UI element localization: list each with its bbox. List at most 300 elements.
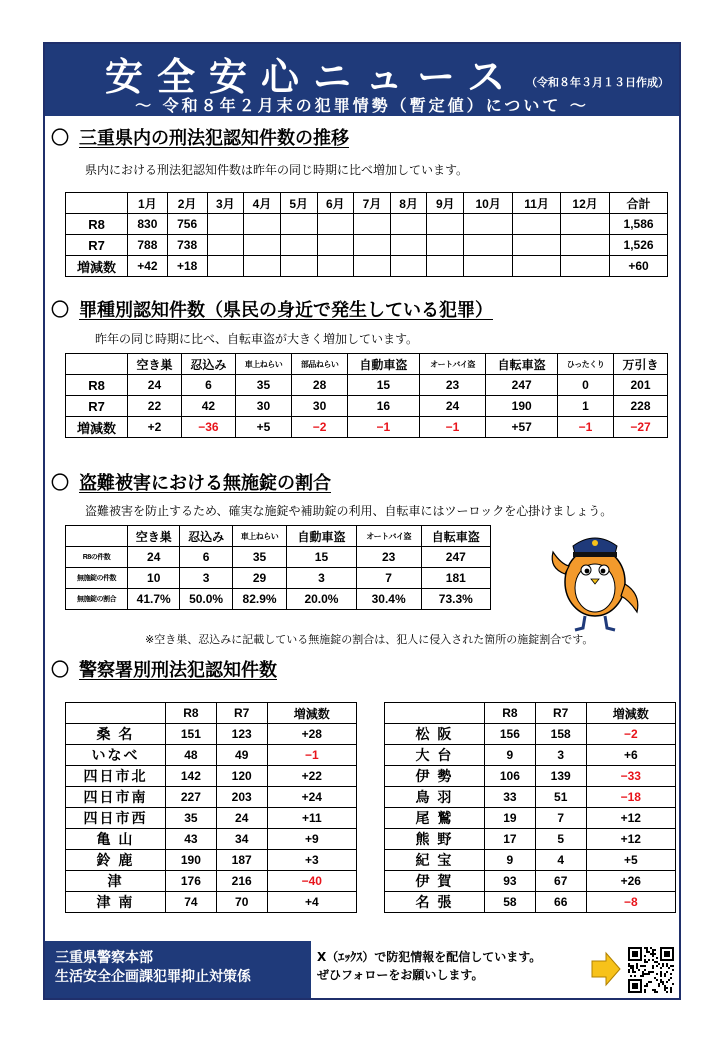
station-r8: 9 xyxy=(485,850,536,871)
table-cell: 247 xyxy=(421,547,490,568)
table-row xyxy=(66,547,491,568)
station-diff: +12 xyxy=(586,808,675,829)
station-row xyxy=(66,787,357,808)
qr-module xyxy=(648,959,650,961)
station-diff: −40 xyxy=(267,871,356,892)
section2-lead: 昨年の同じ時期に比べ、自転車盗が大きく増加しています。 xyxy=(95,332,419,346)
table-cell: 228 xyxy=(614,396,668,417)
table-cell: −2 xyxy=(292,417,348,438)
qr-module xyxy=(664,987,666,989)
station-diff: −1 xyxy=(267,745,356,766)
qr-module xyxy=(660,979,662,981)
station-r8: 227 xyxy=(166,787,217,808)
qr-module xyxy=(656,965,658,967)
table-cell xyxy=(464,235,513,256)
qr-module xyxy=(662,963,664,965)
column-header: 6月 xyxy=(317,193,354,214)
station-r8: 43 xyxy=(166,829,217,850)
table-cell: 24 xyxy=(128,375,182,396)
table-cell xyxy=(561,214,610,235)
table-cell: 830 xyxy=(128,214,168,235)
org-line2: 生活安全企画課犯罪抑止対策係 xyxy=(55,969,251,985)
station-diff: −8 xyxy=(586,892,675,913)
column-header: オートバイ盗 xyxy=(419,354,486,375)
qr-module xyxy=(644,965,646,967)
table-cell: −36 xyxy=(181,417,235,438)
row-label: R8 xyxy=(66,214,128,235)
qr-module xyxy=(650,947,652,949)
column-header: ひったくり xyxy=(557,354,613,375)
station-row xyxy=(66,724,357,745)
table-cell: +5 xyxy=(235,417,291,438)
station-table-left xyxy=(65,702,357,913)
qr-module xyxy=(644,985,646,987)
table-cell: 0 xyxy=(557,375,613,396)
qr-module xyxy=(642,971,644,973)
table-cell xyxy=(207,235,244,256)
qr-module xyxy=(652,959,654,961)
station-diff: −18 xyxy=(586,787,675,808)
station-r8: 151 xyxy=(166,724,217,745)
table-cell: 50.0% xyxy=(180,589,232,610)
station-row xyxy=(66,829,357,850)
table-cell xyxy=(244,214,281,235)
station-r8: 48 xyxy=(166,745,217,766)
qr-module xyxy=(656,979,658,981)
table-header-row xyxy=(66,354,668,375)
qr-module xyxy=(644,969,646,971)
table-row xyxy=(66,568,491,589)
qr-module xyxy=(652,953,654,955)
table-cell xyxy=(317,256,354,277)
qr-module xyxy=(658,963,660,965)
station-r7: 139 xyxy=(535,766,586,787)
qr-module xyxy=(634,971,636,973)
column-header: 8月 xyxy=(390,193,427,214)
news-title: 安全安心ニュース xyxy=(105,55,520,99)
section3-lead: 盗難被害を防止するため、確実な施錠や補助錠の利用、自転車にはツーロックを心掛けましょう。 xyxy=(85,504,613,518)
station-r8: 33 xyxy=(485,787,536,808)
column-header: 9月 xyxy=(427,193,464,214)
table-cell xyxy=(513,256,561,277)
table-row xyxy=(66,589,491,610)
column-header: 車上ねらい xyxy=(232,526,287,547)
qr-module xyxy=(646,973,648,975)
station-r7: 3 xyxy=(535,745,586,766)
qr-module xyxy=(646,947,648,949)
qr-module xyxy=(656,961,658,963)
table-cell: 788 xyxy=(128,235,168,256)
table-cell: 23 xyxy=(356,547,421,568)
table-cell xyxy=(513,214,561,235)
station-row xyxy=(66,892,357,913)
monthly-crime-table xyxy=(65,192,668,277)
qr-module xyxy=(642,965,644,967)
table-cell: 35 xyxy=(235,375,291,396)
table-cell xyxy=(427,214,464,235)
table-cell xyxy=(390,256,427,277)
qr-module xyxy=(638,969,640,971)
qr-module xyxy=(652,971,654,973)
station-name: 松 阪 xyxy=(385,724,485,745)
station-row xyxy=(385,871,676,892)
qr-module xyxy=(660,973,662,975)
station-r7: 7 xyxy=(535,808,586,829)
station-name: 桑 名 xyxy=(66,724,166,745)
table-cell: 181 xyxy=(421,568,490,589)
station-row xyxy=(385,787,676,808)
crime-type-table xyxy=(65,353,668,438)
station-r7: 203 xyxy=(216,787,267,808)
station-row xyxy=(66,871,357,892)
station-row xyxy=(66,850,357,871)
qr-module xyxy=(646,949,648,951)
table-cell: 22 xyxy=(128,396,182,417)
station-r7: 187 xyxy=(216,850,267,871)
table-cell: 24 xyxy=(419,396,486,417)
station-r8: 156 xyxy=(485,724,536,745)
qr-module xyxy=(660,981,662,983)
row-label: R7 xyxy=(66,235,128,256)
table-header-row xyxy=(385,703,676,724)
column-header: 自転車盗 xyxy=(486,354,557,375)
table-cell xyxy=(317,214,354,235)
station-name: 伊 勢 xyxy=(385,766,485,787)
qr-module xyxy=(670,977,672,979)
station-diff: +4 xyxy=(267,892,356,913)
table-corner-cell xyxy=(66,703,166,724)
station-diff: +11 xyxy=(267,808,356,829)
station-r8: 17 xyxy=(485,829,536,850)
qr-module xyxy=(654,949,656,951)
station-row xyxy=(66,766,357,787)
table-cell: −1 xyxy=(557,417,613,438)
table-cell: 190 xyxy=(486,396,557,417)
qr-module xyxy=(636,963,638,965)
qr-module xyxy=(644,961,646,963)
qr-module xyxy=(670,965,672,967)
qr-module xyxy=(644,947,646,949)
station-name: 大 台 xyxy=(385,745,485,766)
qr-module xyxy=(644,991,646,993)
table-cell xyxy=(464,256,513,277)
column-header: 12月 xyxy=(561,193,610,214)
station-diff: +24 xyxy=(267,787,356,808)
qr-module xyxy=(652,989,654,991)
station-r7: 4 xyxy=(535,850,586,871)
station-diff: +5 xyxy=(586,850,675,871)
station-table-right xyxy=(384,702,676,913)
qr-module xyxy=(644,973,646,975)
table-cell xyxy=(354,214,391,235)
station-row xyxy=(385,850,676,871)
qr-module xyxy=(666,981,668,983)
row-label: 無施錠の件数 xyxy=(66,568,128,589)
qr-module xyxy=(648,951,650,953)
column-header: 11月 xyxy=(513,193,561,214)
qr-module xyxy=(670,973,672,975)
station-diff: +12 xyxy=(586,829,675,850)
station-r8: 176 xyxy=(166,871,217,892)
table-header-row xyxy=(66,703,357,724)
station-row xyxy=(385,766,676,787)
station-name: 四日市西 xyxy=(66,808,166,829)
section4-heading: 〇 警察署別刑法犯認知件数 xyxy=(51,660,277,681)
column-header: R8 xyxy=(485,703,536,724)
qr-module xyxy=(650,971,652,973)
qr-module xyxy=(656,991,658,993)
qr-module xyxy=(654,991,656,993)
column-header: 4月 xyxy=(244,193,281,214)
row-label: 無施錠の割合 xyxy=(66,589,128,610)
station-name: 熊 野 xyxy=(385,829,485,850)
station-diff: +6 xyxy=(586,745,675,766)
qr-module xyxy=(666,987,668,989)
qr-module xyxy=(630,967,632,969)
station-name: 津 南 xyxy=(66,892,166,913)
table-cell: 756 xyxy=(167,214,207,235)
footer-message xyxy=(317,948,541,984)
footer-organization xyxy=(45,941,311,998)
qr-module xyxy=(668,979,670,981)
qr-module xyxy=(664,975,666,977)
table-cell: +42 xyxy=(128,256,168,277)
station-diff: +9 xyxy=(267,829,356,850)
table-cell: 73.3% xyxy=(421,589,490,610)
qr-module xyxy=(646,985,648,987)
table-cell: 28 xyxy=(292,375,348,396)
column-header: オートバイ盗 xyxy=(356,526,421,547)
qr-module xyxy=(636,965,638,967)
qr-finder-mark xyxy=(632,951,638,957)
qr-module xyxy=(650,953,652,955)
table-cell: +2 xyxy=(128,417,182,438)
station-name: 亀 山 xyxy=(66,829,166,850)
column-header: 忍込み xyxy=(180,526,232,547)
station-name: 伊 賀 xyxy=(385,871,485,892)
table-cell: 1,586 xyxy=(610,214,668,235)
station-r7: 67 xyxy=(535,871,586,892)
qr-module xyxy=(662,965,664,967)
station-row xyxy=(66,808,357,829)
station-diff: +22 xyxy=(267,766,356,787)
table-cell: 6 xyxy=(181,375,235,396)
table-cell: 6 xyxy=(180,547,232,568)
qr-module xyxy=(652,965,654,967)
table-header-row xyxy=(66,193,668,214)
table-cell: 738 xyxy=(167,235,207,256)
qr-module xyxy=(630,975,632,977)
row-label: R8 xyxy=(66,375,128,396)
table-cell: 3 xyxy=(180,568,232,589)
station-row xyxy=(66,745,357,766)
table-cell: 201 xyxy=(614,375,668,396)
station-row xyxy=(385,829,676,850)
column-header: 増減数 xyxy=(267,703,356,724)
table-row xyxy=(66,235,668,256)
column-header: 増減数 xyxy=(586,703,675,724)
station-r7: 24 xyxy=(216,808,267,829)
table-row xyxy=(66,214,668,235)
section2-heading: 〇 罪種別認知件数（県民の身近で発生している犯罪） xyxy=(51,300,493,321)
station-name: 鳥 羽 xyxy=(385,787,485,808)
qr-module xyxy=(640,965,642,967)
qr-module xyxy=(630,965,632,967)
station-r8: 190 xyxy=(166,850,217,871)
table-cell: 3 xyxy=(287,568,356,589)
qr-module xyxy=(672,969,674,971)
table-cell xyxy=(280,235,317,256)
station-diff: +3 xyxy=(267,850,356,871)
qr-module xyxy=(650,981,652,983)
column-header: 自動車盗 xyxy=(348,354,419,375)
table-cell: 30.4% xyxy=(356,589,421,610)
qr-module xyxy=(644,959,646,961)
table-cell xyxy=(513,235,561,256)
table-cell: +57 xyxy=(486,417,557,438)
msg-line2: ぜひフォローをお願いします。 xyxy=(317,968,484,982)
table-cell xyxy=(464,214,513,235)
row-label: 増減数 xyxy=(66,417,128,438)
station-r7: 70 xyxy=(216,892,267,913)
station-r7: 120 xyxy=(216,766,267,787)
qr-module xyxy=(628,971,630,973)
title-banner xyxy=(45,44,679,116)
column-header: 部品ねらい xyxy=(292,354,348,375)
row-label: R7 xyxy=(66,396,128,417)
table-corner-cell xyxy=(66,193,128,214)
qr-module xyxy=(660,975,662,977)
qr-finder-mark xyxy=(664,951,670,957)
table-row xyxy=(66,256,668,277)
table-cell: 30 xyxy=(292,396,348,417)
qr-module xyxy=(628,965,630,967)
section1-lead: 県内における刑法犯認知件数は昨年の同じ時期に比べ増加しています。 xyxy=(85,163,469,177)
qr-module xyxy=(632,971,634,973)
qr-module xyxy=(632,969,634,971)
qr-module xyxy=(632,967,634,969)
column-header: 車上ねらい xyxy=(235,354,291,375)
qr-module xyxy=(634,975,636,977)
qr-code-icon[interactable] xyxy=(628,947,674,993)
station-name: 紀 宝 xyxy=(385,850,485,871)
station-r8: 35 xyxy=(166,808,217,829)
table-cell xyxy=(427,235,464,256)
row-label: 増減数 xyxy=(66,256,128,277)
column-header: 1月 xyxy=(128,193,168,214)
station-r7: 216 xyxy=(216,871,267,892)
table-corner-cell xyxy=(66,526,128,547)
station-r8: 74 xyxy=(166,892,217,913)
news-sheet xyxy=(43,42,681,1000)
column-header: 5月 xyxy=(280,193,317,214)
column-header: 自転車盗 xyxy=(421,526,490,547)
qr-module xyxy=(628,969,630,971)
column-header: R8 xyxy=(166,703,217,724)
station-r7: 51 xyxy=(535,787,586,808)
table-cell: 7 xyxy=(356,568,421,589)
qr-module xyxy=(648,981,650,983)
table-cell: 35 xyxy=(232,547,287,568)
qr-module xyxy=(646,961,648,963)
table-cell: 42 xyxy=(181,396,235,417)
qr-module xyxy=(656,957,658,959)
station-r8: 106 xyxy=(485,766,536,787)
qr-module xyxy=(652,951,654,953)
row-label: R8の件数 xyxy=(66,547,128,568)
table-cell: −1 xyxy=(348,417,419,438)
station-r8: 19 xyxy=(485,808,536,829)
table-cell xyxy=(354,235,391,256)
station-name: 尾 鷲 xyxy=(385,808,485,829)
station-name: 津 xyxy=(66,871,166,892)
qr-module xyxy=(672,965,674,967)
column-header: 合計 xyxy=(610,193,668,214)
qr-module xyxy=(648,971,650,973)
table-cell: 24 xyxy=(128,547,180,568)
table-cell xyxy=(427,256,464,277)
qr-module xyxy=(664,973,666,975)
table-cell: +18 xyxy=(167,256,207,277)
qr-module xyxy=(642,973,644,975)
qr-module xyxy=(660,967,662,969)
qr-module xyxy=(668,967,670,969)
station-r8: 93 xyxy=(485,871,536,892)
column-header: 10月 xyxy=(464,193,513,214)
table-cell xyxy=(390,235,427,256)
qr-module xyxy=(652,949,654,951)
qr-module xyxy=(654,977,656,979)
qr-module xyxy=(644,955,646,957)
table-row xyxy=(66,396,668,417)
qr-module xyxy=(654,989,656,991)
column-header: 3月 xyxy=(207,193,244,214)
station-row xyxy=(385,724,676,745)
station-row xyxy=(385,745,676,766)
column-header: 万引き xyxy=(614,354,668,375)
qr-module xyxy=(658,983,660,985)
arrow-right-icon xyxy=(590,951,622,987)
table-corner-cell xyxy=(66,354,128,375)
qr-module xyxy=(636,967,638,969)
station-row xyxy=(385,892,676,913)
column-header: 7月 xyxy=(354,193,391,214)
qr-module xyxy=(642,975,644,977)
station-r7: 5 xyxy=(535,829,586,850)
table-cell xyxy=(317,235,354,256)
creation-date: （令和８年３月１３日作成） xyxy=(526,76,669,89)
qr-module xyxy=(670,991,672,993)
qr-module xyxy=(670,989,672,991)
table-cell xyxy=(244,256,281,277)
column-header: 空き巣 xyxy=(128,354,182,375)
table-cell xyxy=(280,256,317,277)
station-name: 名 張 xyxy=(385,892,485,913)
qr-module xyxy=(672,983,674,985)
qr-module xyxy=(654,961,656,963)
table-cell: +60 xyxy=(610,256,668,277)
column-header: 空き巣 xyxy=(128,526,180,547)
section3-heading: 〇 盗難被害における無施錠の割合 xyxy=(51,473,331,494)
station-diff: +28 xyxy=(267,724,356,745)
station-r7: 66 xyxy=(535,892,586,913)
qr-module xyxy=(662,981,664,983)
qr-module xyxy=(664,985,666,987)
table-cell: 29 xyxy=(232,568,287,589)
table-cell: 30 xyxy=(235,396,291,417)
org-line1: 三重県警察本部 xyxy=(55,950,153,966)
qr-module xyxy=(652,967,654,969)
